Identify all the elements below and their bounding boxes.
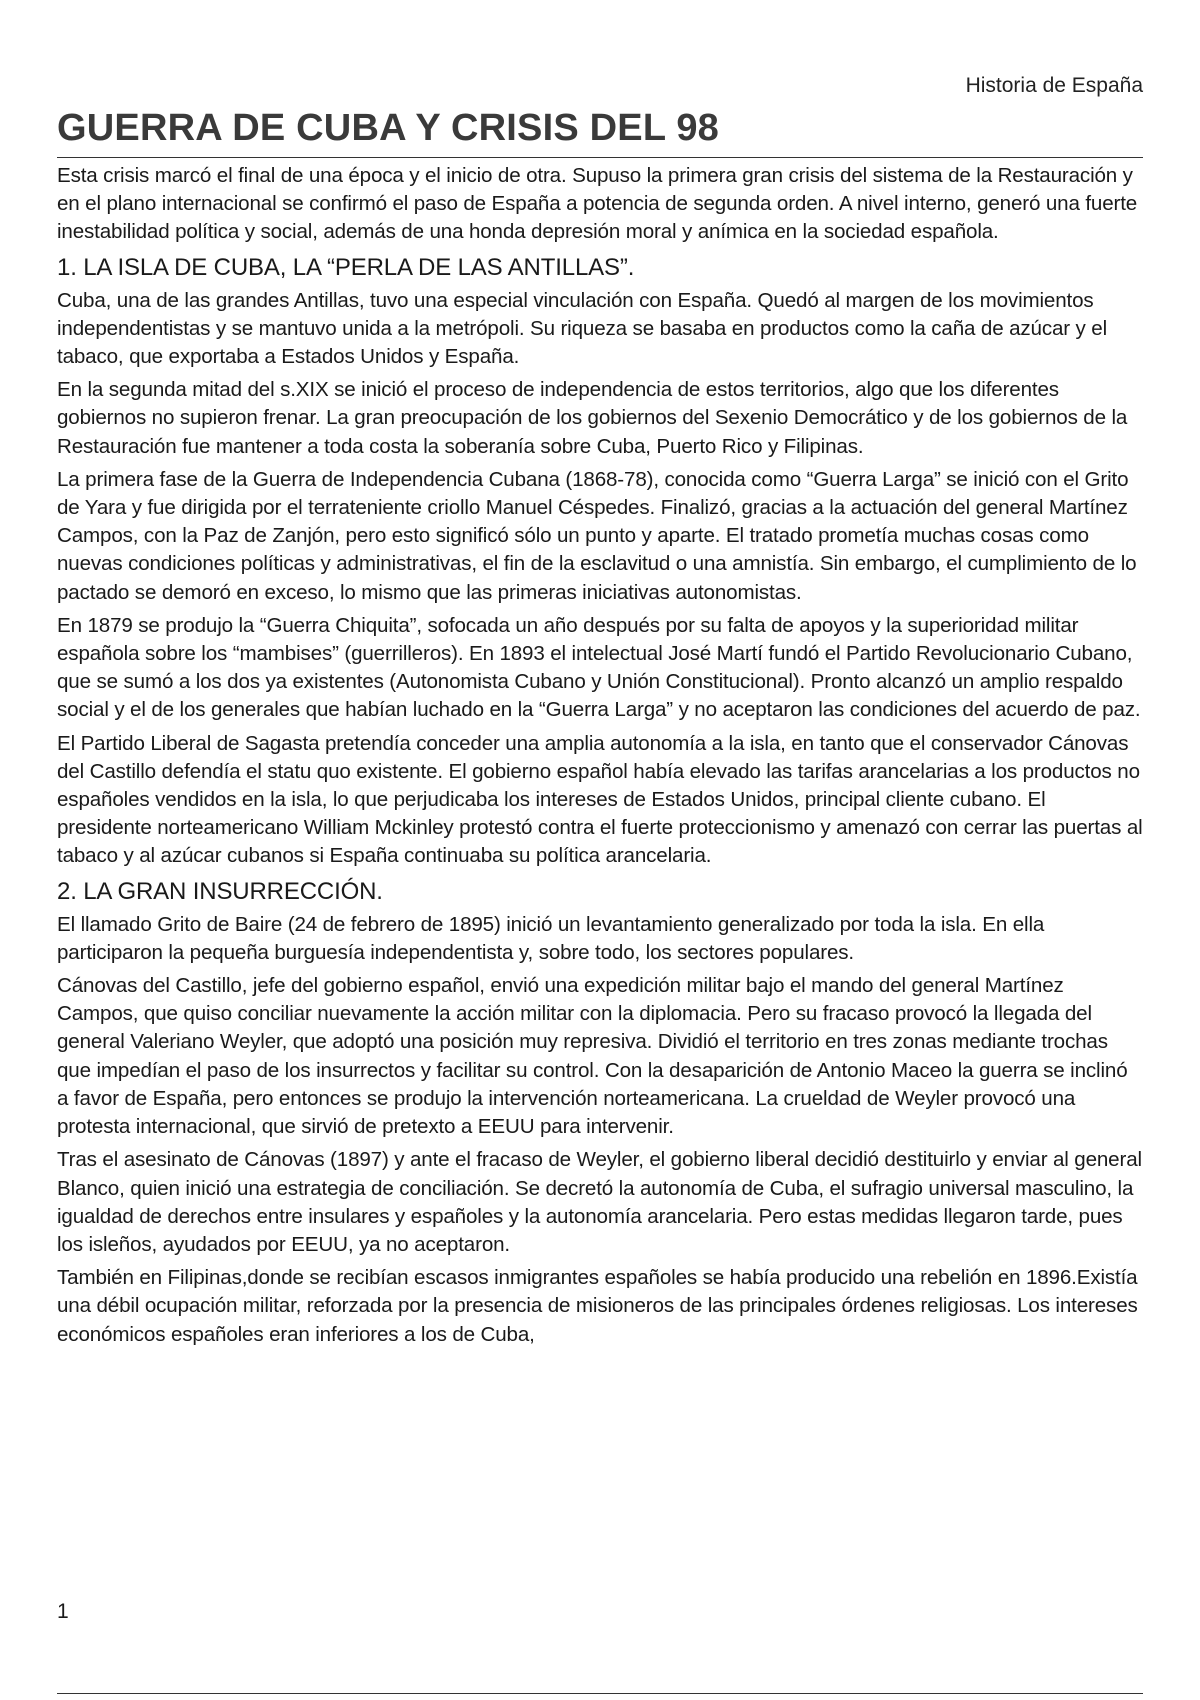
- running-header: Historia de España: [965, 74, 1143, 97]
- footer-divider: [57, 1693, 1143, 1694]
- section-1-paragraph-1: Cuba, una de las grandes Antillas, tuvo una especial vinculación con España. Quedó al margen de los movimientos independentistas y se mantuvo unida a la metrópoli. Su riqueza se basaba en productos como la caña de azúcar y el tabaco, que exportaba a Estados Unidos y España.: [57, 288, 1108, 369]
- intro-paragraph: Esta crisis marcó el final de una época y el inicio de otra. Supuso la primera gran crisis del sistema de la Restauración y en el plano internacional se confirmó el paso de España a potencia de segunda orden. A nivel interno, generó una fuerte inestabilidad política y social, además de una honda depresión moral y anímica en la sociedad española.: [57, 164, 1138, 244]
- section-1-paragraph-2: En la segunda mitad del s.XIX se inició el proceso de independencia de estos territorios, algo que los diferentes gobiernos no supieron frenar. La gran preocupación de los gobiernos del Sexenio Democrático y de los gobiernos de la Restauración fue mantener a toda costa la soberanía sobre Cuba, Puerto Rico y Filipinas.: [57, 378, 1128, 458]
- section-2-paragraph-4: También en Filipinas,donde se recibían escasos inmigrantes españoles se había producido una rebelión en 1896.Existía una débil ocupación militar, reforzada por la presencia de misioneros de las principales órdenes religiosas. Los intereses económicos españoles eran inferiores a los de Cuba,: [57, 1266, 1138, 1346]
- document-body: [57, 162, 1143, 1354]
- section-1-paragraph-3: La primera fase de la Guerra de Independencia Cubana (1868-78), conocida como “Guerra Larga” se inició con el Grito de Yara y fue dirigida por el terrateniente criollo Manuel Céspedes. Finalizó, gracias a la actuación del general Martínez Campos, con la Paz de Zanjón, pero esto significó sólo un punto y aparte. El tratado prometía muchas cosas como nuevas condiciones políticas y administrativas, el fin de la esclavitud o una amnistía. Sin embargo, el cumplimiento de lo pactado se demoró en exceso, lo mismo que las primeras iniciativas autonomistas.: [57, 467, 1137, 604]
- title-divider: [57, 157, 1143, 158]
- section-2-paragraph-3: Tras el asesinato de Cánovas (1897) y ante el fracaso de Weyler, el gobierno liberal decidió destituirlo y enviar al general Blanco, quien inició una estrategia de conciliación. Se decretó la autonomía de Cuba, el sufragio universal masculino, la igualdad de derechos entre insulares y españoles y la autonomía arancelaria. Pero estas medidas llegaron tarde, pues los isleños, ayudados por EEUU, ya no aceptaron.: [57, 1148, 1142, 1256]
- page-number: 1: [57, 1600, 69, 1623]
- section-2-paragraph-1: El llamado Grito de Baire (24 de febrero de 1895) inició un levantamiento generalizado por toda la isla. En ella participaron la pequeña burguesía independentista y, sobre todo, los sectores populares.: [57, 912, 1045, 964]
- document-title: GUERRA DE CUBA Y CRISIS DEL 98: [57, 107, 720, 149]
- document-page: [57, 0, 1143, 1700]
- section-1-heading: 1. LA ISLA DE CUBA, LA “PERLA DE LAS ANTILLAS”.: [57, 253, 635, 281]
- section-1-paragraph-4: En 1879 se produjo la “Guerra Chiquita”, sofocada un año después por su falta de apoyos y la superioridad militar española sobre los “mambises” (guerrilleros). En 1893 el intelectual José Martí fundó el Partido Revolucionario Cubano, que se sumó a los dos ya existentes (Autonomista Cubano y Unión Constitucional). Pronto alcanzó un amplio respaldo social y el de los generales que habían luchado en la “Guerra Larga” y no aceptaron las condiciones del acuerdo de paz.: [57, 613, 1141, 722]
- section-1-paragraph-5: El Partido Liberal de Sagasta pretendía conceder una amplia autonomía a la isla, en tanto que el conservador Cánovas del Castillo defendía el statu quo existente. El gobierno español había elevado las tarifas arancelarias a los productos no españoles vendidos en la isla, lo que perjudicaba los intereses de Estados Unidos, principal cliente cubano. El presidente norteamericano William Mckinley protestó contra el fuerte proteccionismo y amenazó con cerrar las puertas al tabaco y al azúcar cubanos si España continuaba su política arancelaria.: [57, 731, 1143, 868]
- section-2-paragraph-2: Cánovas del Castillo, jefe del gobierno español, envió una expedición militar bajo el mando del general Martínez Campos, que quiso conciliar nuevamente la acción militar con la diplomacia. Pero su fracaso provocó la llegada del general Valeriano Weyler, que adoptó una posición muy represiva. Dividió el territorio en tres zonas mediante trochas que impedían el paso de los insurrectos y facilitar su control. Con la desaparición de Antonio Maceo la guerra se inclinó a favor de España, pero entonces se produjo la intervención norteamericana. La crueldad de Weyler provocó una protesta internacional, que sirvió de pretexto a EEUU para intervenir.: [57, 974, 1128, 1139]
- section-2-heading: 2. LA GRAN INSURRECCIÓN.: [57, 877, 383, 905]
